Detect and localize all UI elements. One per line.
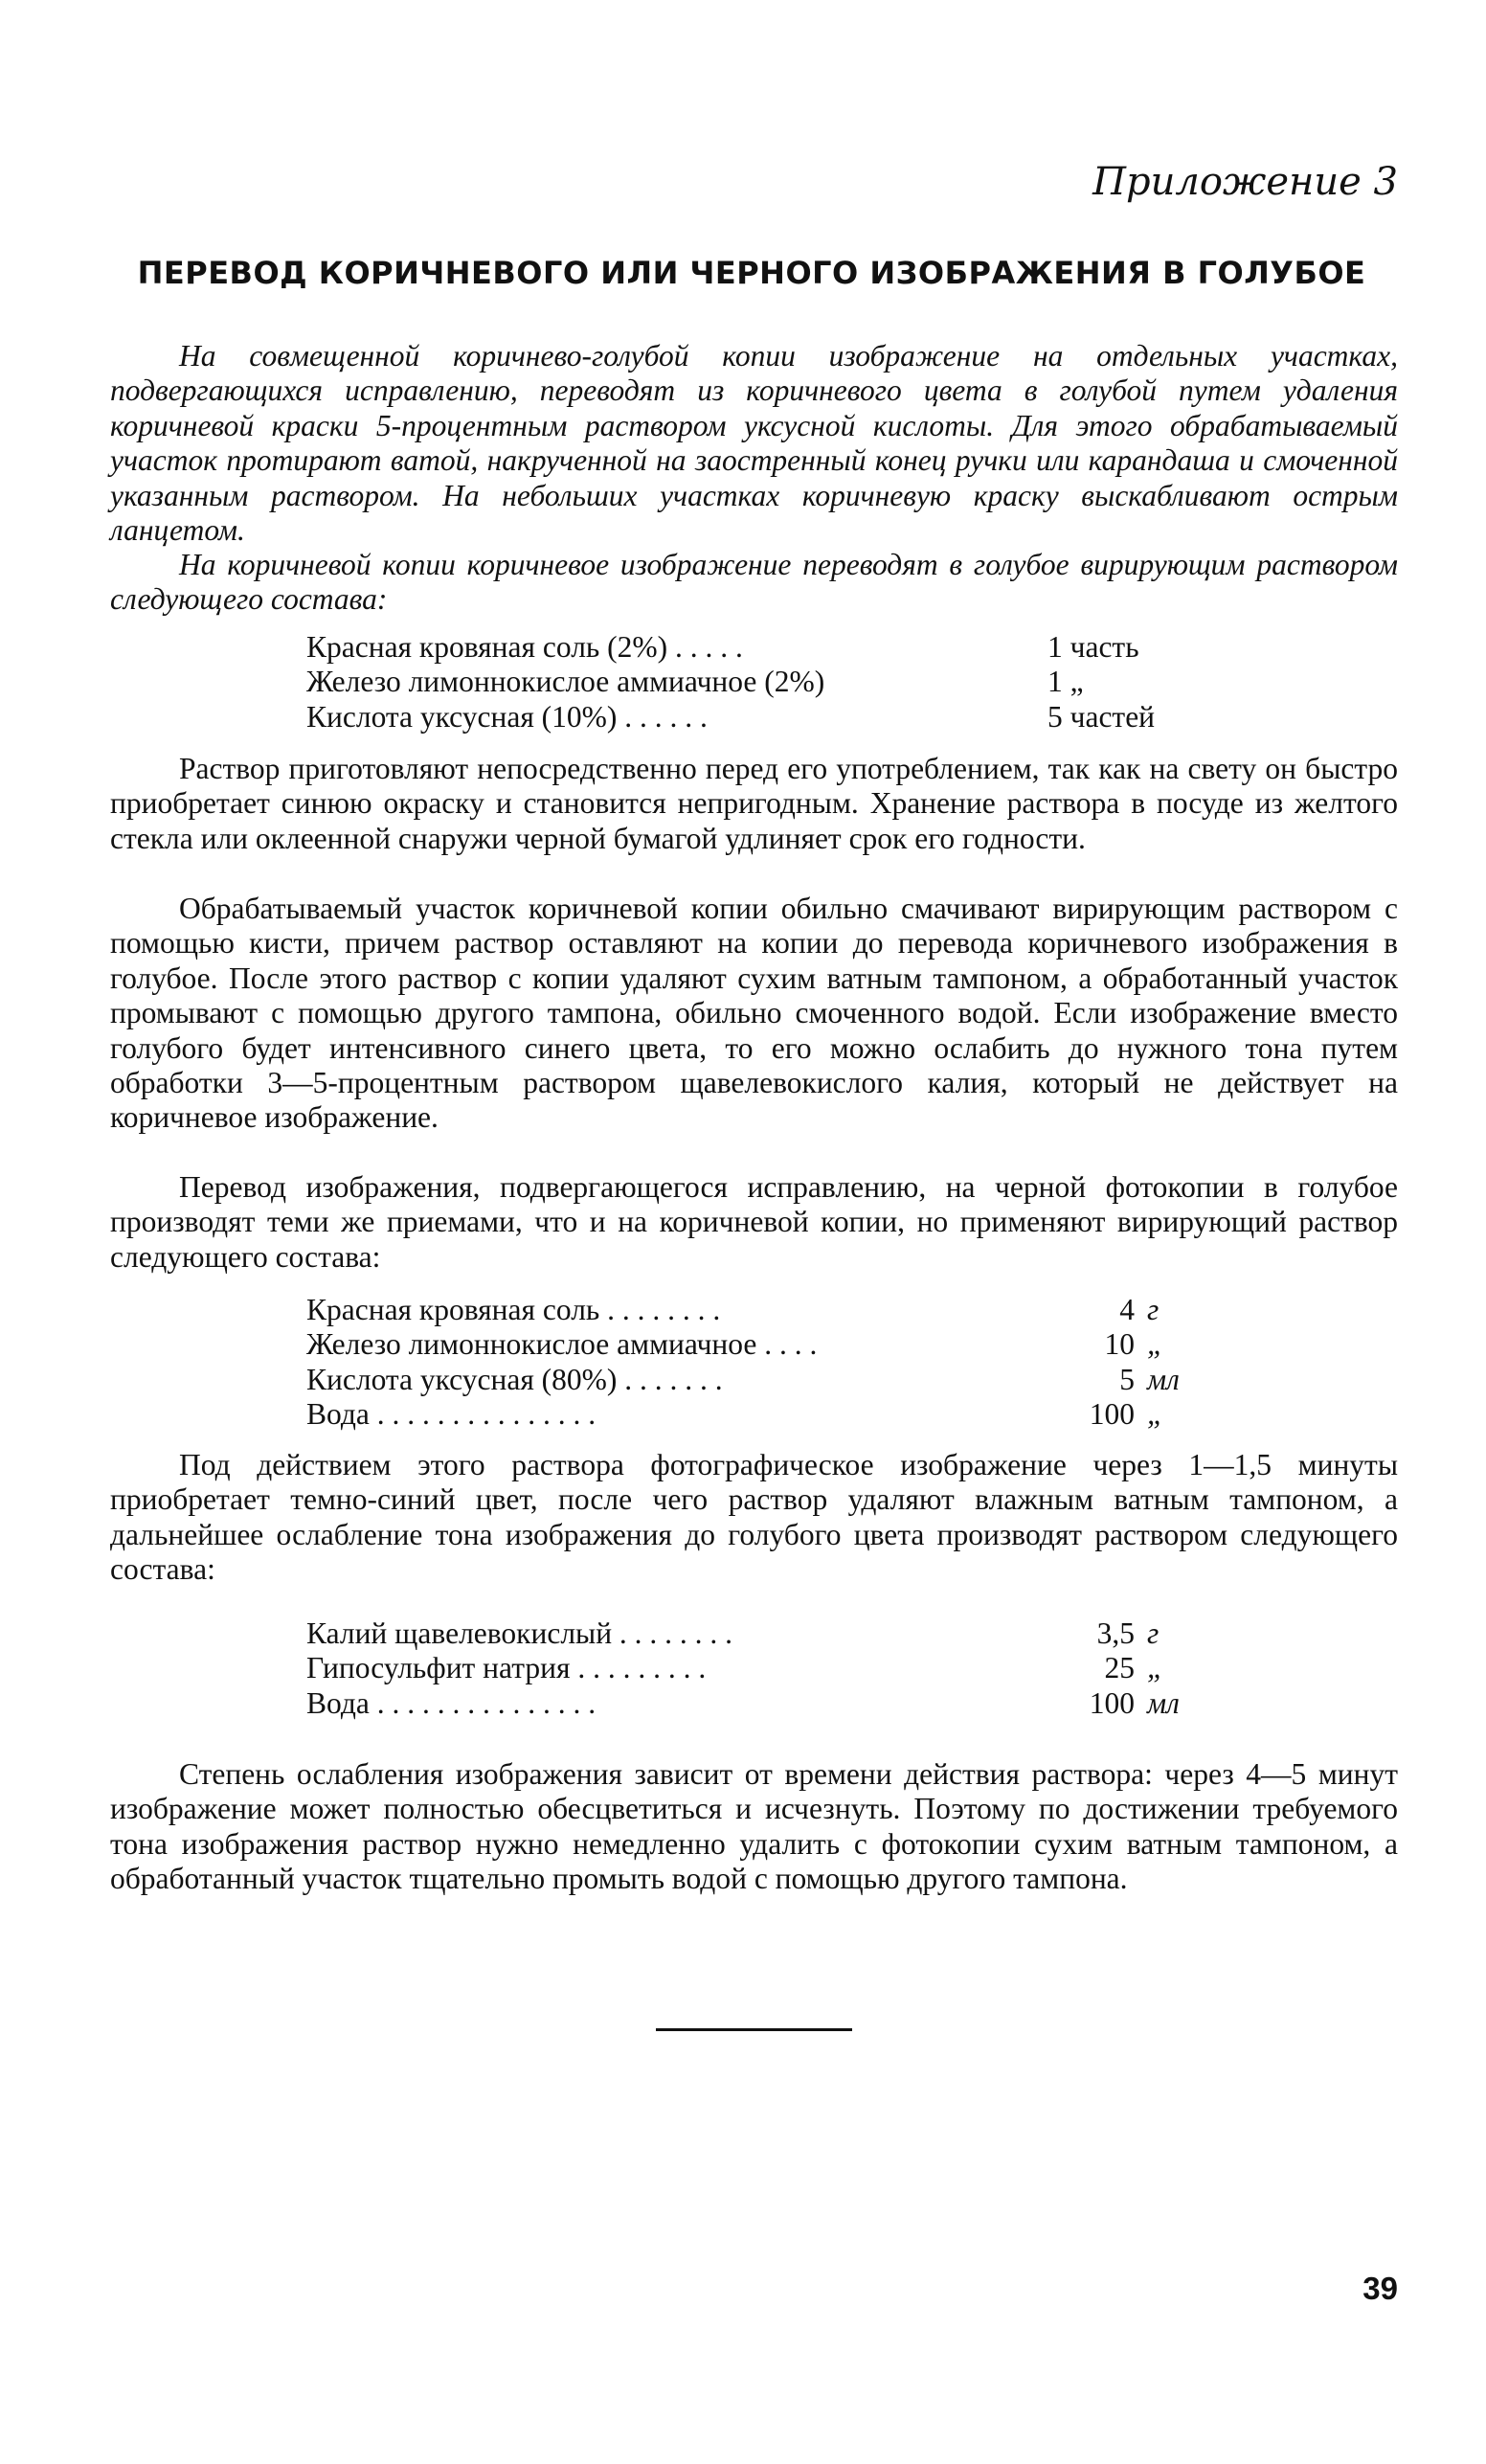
ingredient-amount: 100: [1089, 1397, 1135, 1432]
ingredient-amount: 4: [1119, 1293, 1135, 1326]
appendix-label: Приложение 3: [1092, 160, 1398, 204]
ingredient-amount: 10: [1104, 1327, 1135, 1362]
paragraph-6: Под действием этого раствора фотографическое изображение через 1—1,5 минуты приобретает темно-синий цвет, после чего раствор удаляют влажным ватным тампоном, а дальнейшее ослабление тона изображения до голубого цвета производят раствором следующего состава:: [110, 1448, 1398, 1587]
paragraph-7: Степень ослабления изображения зависит от времени действия раствора: через 4—5 минут изображение может полностью обесцветиться и исчезнуть. Поэтому по достижении требуемого тона изображения раствор нужно немедленно удалить с фотокопии сухим ватным тампоном, а обработанный участок тщательно промыть водой с помощью другого тампона.: [110, 1757, 1398, 1896]
ingredient-unit: г: [1147, 1616, 1160, 1650]
page-title: ПЕРЕВОД КОРИЧНЕВОГО ИЛИ ЧЕРНОГО ИЗОБРАЖЕНИЯ В ГОЛУБОЕ: [137, 255, 1366, 291]
ingredient-unit: г: [1147, 1293, 1160, 1326]
recipe-row: [306, 700, 1187, 735]
recipe-row: [306, 1686, 1187, 1721]
ingredient-name: Кислота уксусная (80%) . . . . . . .: [306, 1362, 723, 1396]
recipe-table-1: [306, 630, 1187, 735]
page-number: 39: [1362, 2271, 1398, 2306]
ingredient-name: Красная кровяная соль (2%) . . . . .: [306, 630, 743, 664]
ingredient-name: Вода . . . . . . . . . . . . . . .: [306, 1397, 597, 1432]
ingredient-unit: „: [1147, 1327, 1164, 1362]
ingredient-name: Калий щавелевокислый . . . . . . . .: [306, 1616, 733, 1650]
ingredient-amount: 3,5: [1096, 1616, 1135, 1650]
paragraph-1: На совмещенной коричнево-голубой копии изображение на отдельных участках, подвергающихся исправлению, переводят из коричневого цвета в голубой путем удаления коричневой краски 5-процентным раствором уксусной кислоты. Для этого обрабатываемый участок протирают ватой, накрученной на заостренный конец ручки или карандаша и смоченной указанным раствором. На небольших участках коричневую краску выскабливают острым ланцетом.: [110, 339, 1398, 548]
recipe-row: [306, 1327, 1187, 1362]
ingredient-unit: „: [1147, 1651, 1164, 1685]
recipe-row: [306, 1363, 1187, 1397]
recipe-table-3: [306, 1616, 1187, 1721]
paragraph-2: На коричневой копии коричневое изображение переводят в голубое вирирующим раствором следующего состава:: [110, 548, 1398, 617]
ingredient-amount: 1 „: [1047, 665, 1084, 699]
paragraph-5: Перевод изображения, подвергающегося исправлению, на черной фотокопии в голубое производят теми же приемами, что и на коричневой копии, но применяют вирирующий раствор следующего состава:: [110, 1170, 1398, 1274]
ingredient-unit: мл: [1147, 1362, 1180, 1396]
ingredient-amount: 25: [1104, 1651, 1135, 1685]
recipe-row: [306, 665, 1187, 699]
recipe-row: [306, 1293, 1187, 1327]
end-rule: [656, 2028, 852, 2031]
recipe-row: [306, 630, 1187, 665]
recipe-row: [306, 1651, 1187, 1685]
ingredient-amount: 1 часть: [1047, 630, 1139, 664]
recipe-row: [306, 1616, 1187, 1651]
recipe-table-2: [306, 1293, 1187, 1433]
ingredient-amount: 5 частей: [1047, 699, 1156, 734]
ingredient-name: Кислота уксусная (10%) . . . . . .: [306, 699, 708, 734]
ingredient-name: Красная кровяная соль . . . . . . . .: [306, 1293, 721, 1326]
ingredient-amount: 100: [1089, 1685, 1135, 1720]
ingredient-unit: мл: [1147, 1685, 1180, 1720]
paragraph-4: Обрабатываемый участок коричневой копии обильно смачивают вирирующим раствором с помощью кисти, причем раствор оставляют на копии до перевода коричневого изображения в голубое. После этого раствор с копии удаляют сухим ватным тампоном, а обработанный участок промывают с помощью другого тампона, обильно смоченного водой. Если изображение вместо голубого будет интенсивного синего цвета, то его можно ослабить до нужного тона путем обработки 3—5-процентным раствором щавелевокислого калия, который не действует на коричневое изображение.: [110, 892, 1398, 1135]
recipe-row: [306, 1397, 1187, 1432]
ingredient-amount: 5: [1119, 1362, 1135, 1396]
ingredient-name: Железо лимоннокислое аммиачное (2%): [306, 665, 825, 699]
ingredient-name: Железо лимоннокислое аммиачное . . . .: [306, 1327, 818, 1362]
ingredient-unit: „: [1147, 1397, 1164, 1432]
paragraph-3: Раствор приготовляют непосредственно перед его употреблением, так как на свету он быстро приобретает синюю окраску и становится непригодным. Хранение раствора в посуде из желтого стекла или оклеенной снаружи черной бумагой удлиняет срок его годности.: [110, 752, 1398, 855]
ingredient-name: Вода . . . . . . . . . . . . . . .: [306, 1685, 597, 1720]
ingredient-name: Гипосульфит натрия . . . . . . . . .: [306, 1651, 707, 1685]
